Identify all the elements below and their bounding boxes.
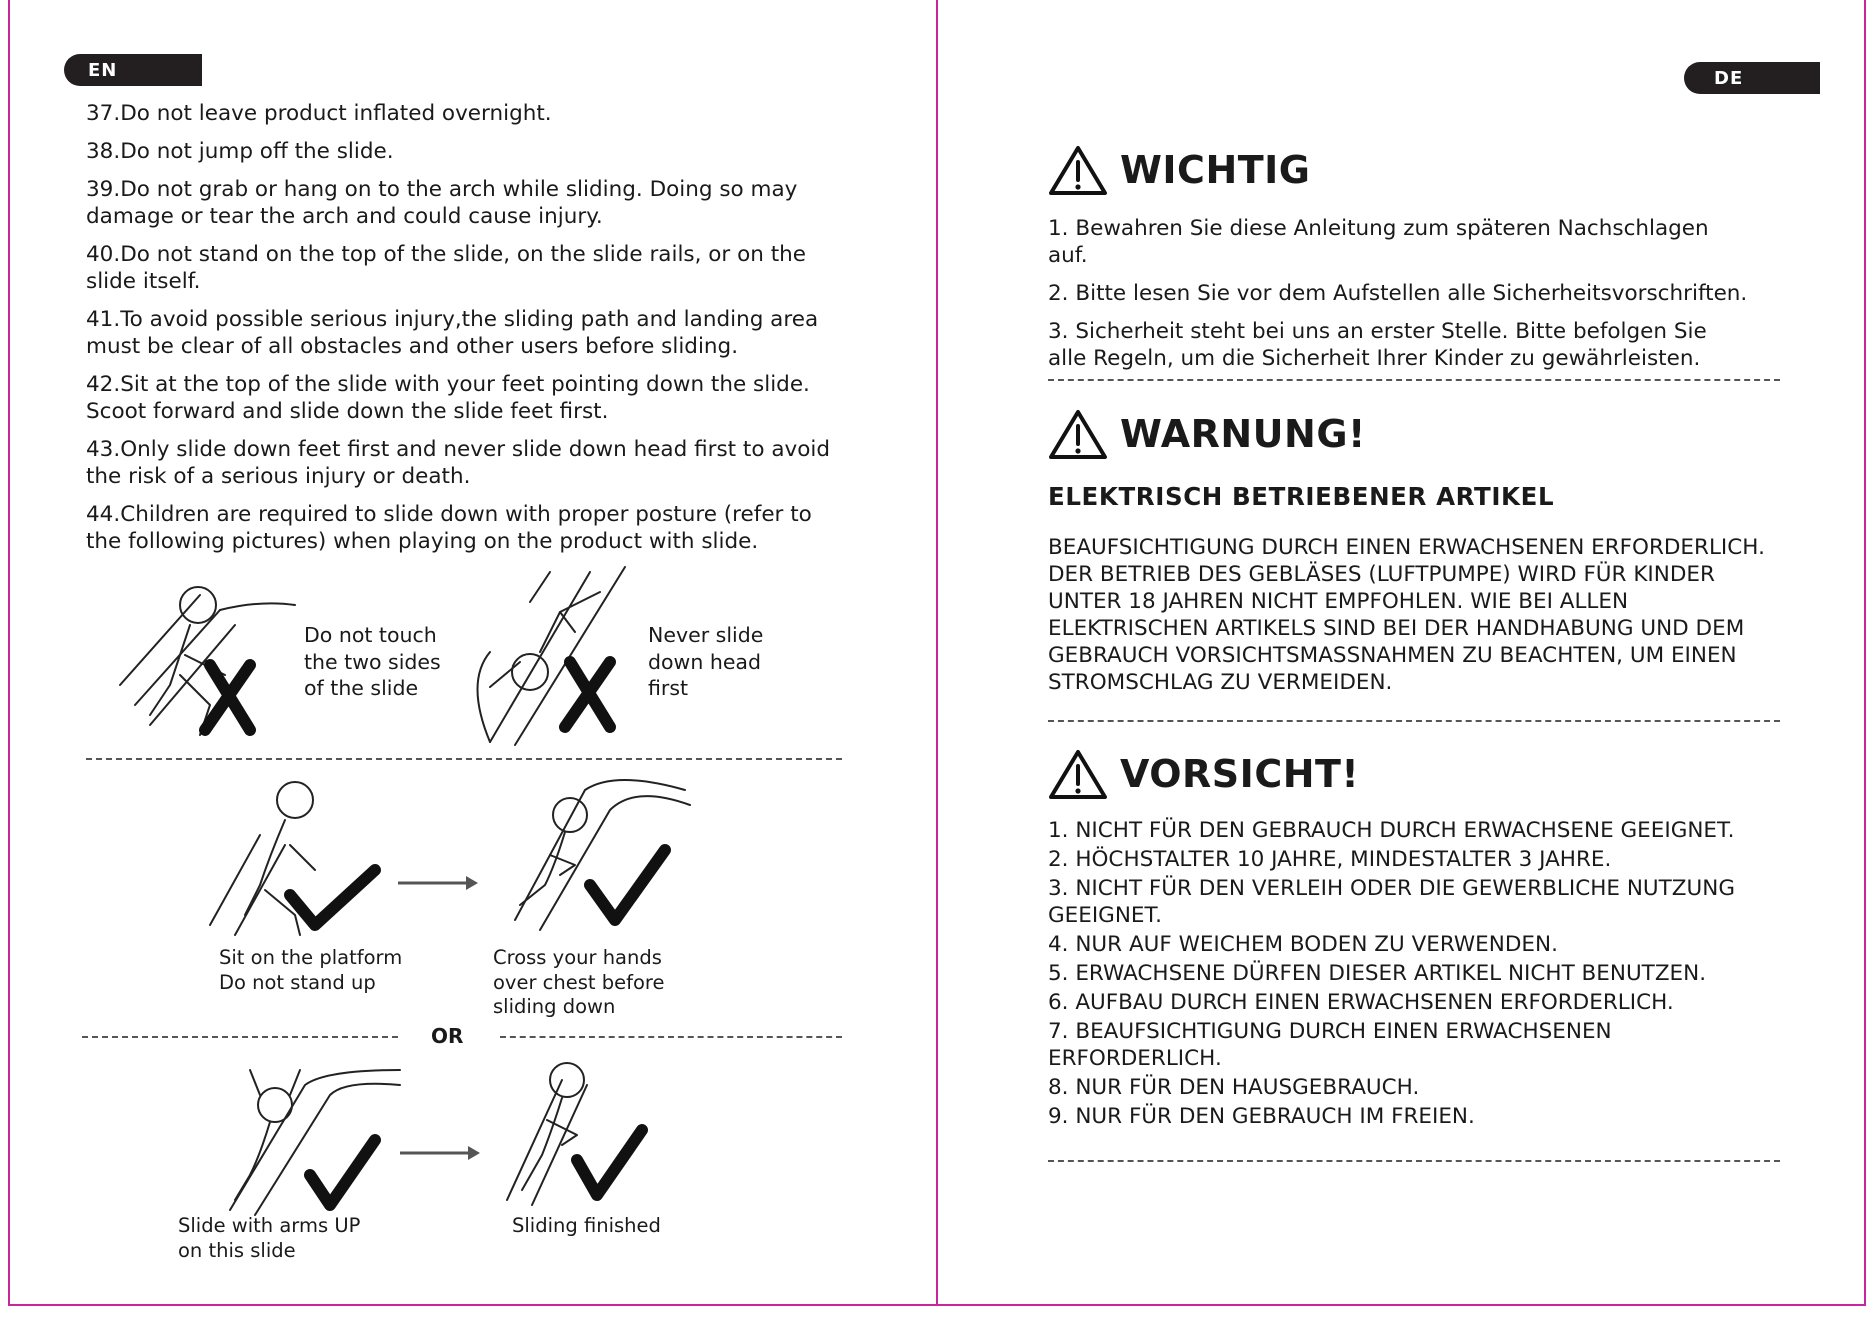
list-item: 7. BEAUFSICHTIGUNG DURCH EINEN ERWACHSENEN ERFORDERLICH. xyxy=(1048,1019,1612,1071)
wichtig-list xyxy=(1048,215,1748,383)
arrow-right-icon xyxy=(398,1144,482,1162)
rule-item: 38.Do not jump off the slide. xyxy=(86,139,394,164)
section-heading-vorsicht xyxy=(1048,748,1359,800)
section-heading-warnung xyxy=(1048,408,1366,460)
caption-sit-on-platform: Sit on the platform Do not stand up xyxy=(219,946,403,994)
language-tab-en: EN xyxy=(64,54,202,86)
safety-rules-list xyxy=(86,100,846,566)
warning-text: BEAUFSICHTIGUNG DURCH EINEN ERWACHSENEN ERFORDERLICH. DER BETRIEB DES GEBLÄSES (LUFTPUMPE) WIRD FÜR KINDER UNTER 18 JAHREN NICHT EMPFOHLEN. WIE BEI ALLEN ELEKTRISCHEN ARTIKELS SIND BEI DER HANDHABUNG UND DEM GEBRAUCH VORSICHTSMASSNAHMEN ZU BEACHTEN, UM EINEN STROMSCHLAG ZU VERMEIDEN. xyxy=(1048,535,1765,695)
child-sitting-on-platform-illustration xyxy=(205,775,385,940)
warning-triangle-icon xyxy=(1048,144,1108,196)
child-head-first-illustration xyxy=(470,562,640,747)
rule-item: 43.Only slide down feet first and never slide down head first to avoid the risk of a serious injury or death. xyxy=(86,437,831,489)
list-item: 1. NICHT FÜR DEN GEBRAUCH DURCH ERWACHSENE GEEIGNET. xyxy=(1048,818,1735,843)
heading-text: VORSICHT! xyxy=(1120,752,1360,796)
list-item: 3. Sicherheit steht bei uns an erster Stelle. Bitte befolgen Sie alle Regeln, um die Sicherheit Ihrer Kinder zu gewährleisten. xyxy=(1048,319,1707,371)
rule-item: 41.To avoid possible serious injury,the sliding path and landing area must be clear of all obstacles and other users before sliding. xyxy=(86,307,819,359)
rule-item: 37.Do not leave product inflated overnight. xyxy=(86,101,552,126)
divider xyxy=(1048,1160,1780,1162)
list-item: 8. NUR FÜR DEN HAUSGEBRAUCH. xyxy=(1048,1075,1420,1100)
caption-never-slide-head-first: Never slide down head first xyxy=(648,623,764,700)
section-heading-wichtig xyxy=(1048,144,1311,196)
divider xyxy=(1048,720,1780,722)
divider xyxy=(1048,379,1780,381)
caption-cross-hands: Cross your hands over chest before sliding down xyxy=(493,946,665,1018)
list-item: 3. NICHT FÜR DEN VERLEIH ODER DIE GEWERBLICHE NUTZUNG GEEIGNET. xyxy=(1048,876,1735,928)
child-sliding-finished-illustration xyxy=(492,1060,652,1210)
list-item: 9. NUR FÜR DEN GEBRAUCH IM FREIEN. xyxy=(1048,1104,1475,1129)
or-label: OR xyxy=(431,1024,464,1048)
child-arms-up-illustration xyxy=(215,1065,405,1215)
rule-item: 40.Do not stand on the top of the slide, on the slide rails, or on the slide itself. xyxy=(86,242,807,294)
list-item: 4. NUR AUF WEICHEM BODEN ZU VERWENDEN. xyxy=(1048,932,1558,957)
list-item: 6. AUFBAU DURCH EINEN ERWACHSENEN ERFORDERLICH. xyxy=(1048,990,1674,1015)
warning-triangle-icon xyxy=(1048,748,1108,800)
caption-do-not-touch: Do not touch the two sides of the slide xyxy=(304,623,441,700)
german-page xyxy=(936,0,1872,1324)
rule-item: 39.Do not grab or hang on to the arch while sliding. Doing so may damage or tear the arch and could cause injury. xyxy=(86,177,798,229)
warning-triangle-icon xyxy=(1048,408,1108,460)
divider xyxy=(86,758,842,760)
vorsicht-list xyxy=(1048,817,1778,1132)
divider-right-of-or xyxy=(500,1036,842,1038)
list-item: 2. Bitte lesen Sie vor dem Aufstellen alle Sicherheitsvorschriften. xyxy=(1048,281,1748,306)
heading-text: WICHTIG xyxy=(1120,148,1311,192)
divider-left-of-or xyxy=(82,1036,398,1038)
arrow-right-icon xyxy=(396,874,480,892)
list-item: 1. Bewahren Sie diese Anleitung zum späteren Nachschlagen auf. xyxy=(1048,216,1709,268)
child-crossing-hands-illustration xyxy=(505,770,695,940)
rule-item: 44.Children are required to slide down with proper posture (refer to the following pictures) when playing on the product with slide. xyxy=(86,502,812,554)
rule-item: 42.Sit at the top of the slide with your feet pointing down the slide. Scoot forward and slide down the slide feet first. xyxy=(86,372,810,424)
language-tab-de: DE xyxy=(1684,62,1820,94)
heading-text: WARNUNG! xyxy=(1120,412,1366,456)
list-item: 5. ERWACHSENE DÜRFEN DIESER ARTIKEL NICHT BENUTZEN. xyxy=(1048,961,1707,986)
caption-arms-up: Slide with arms UP on this slide xyxy=(178,1214,361,1262)
caption-sliding-finished: Sliding finished xyxy=(512,1214,661,1237)
list-item: 2. HÖCHSTALTER 10 JAHRE, MINDESTALTER 3 JAHRE. xyxy=(1048,847,1612,872)
electric-item-subheading: ELEKTRISCH BETRIEBENER ARTIKEL xyxy=(1048,482,1555,511)
child-touching-slide-sides-illustration xyxy=(110,565,300,755)
